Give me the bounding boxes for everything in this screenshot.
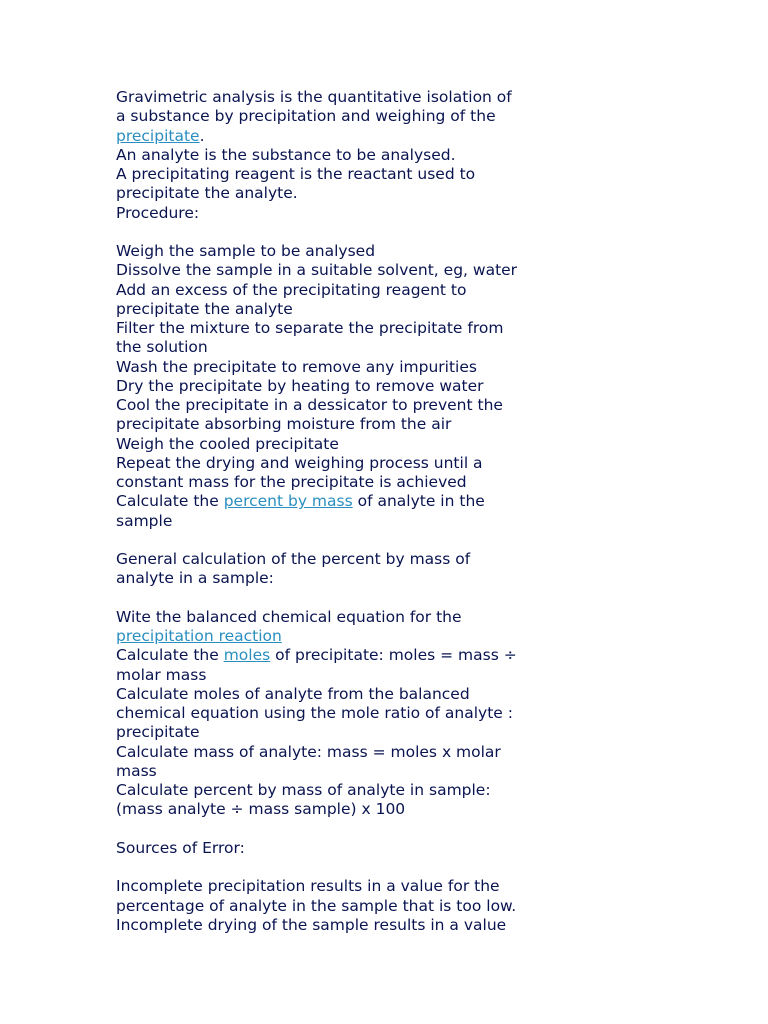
calc-line-1: Wite the balanced chemical equation for the xyxy=(116,607,462,626)
calc-line-10: Calculate percent by mass of analyte in sample: xyxy=(116,781,491,799)
calc-line-9: mass xyxy=(116,761,157,780)
intro-line-4: An analyte is the substance to be analysed. xyxy=(116,145,456,164)
procedure-line-12: Repeat the drying and weighing process until a xyxy=(116,453,483,472)
intro-line-3 xyxy=(116,127,586,146)
procedure-line-4: precipitate the analyte xyxy=(116,299,293,318)
calc-line-3-post: of precipitate: moles = mass ÷ xyxy=(270,646,517,665)
intro-line-6: precipitate the analyte. xyxy=(116,184,298,203)
moles-link[interactable]: moles xyxy=(223,646,271,665)
calc-line-8: Calculate mass of analyte: mass = moles x molar xyxy=(116,742,501,761)
procedure-line-7: Wash the precipitate to remove any impurities xyxy=(116,357,477,376)
intro-line-5: A precipitating reagent is the reactant used to xyxy=(116,165,476,183)
procedure-line-6: the solution xyxy=(116,338,208,357)
procedure-line-1: Weigh the sample to be analysed xyxy=(116,242,376,260)
procedure-line-14-post: of analyte in the xyxy=(352,492,485,511)
calc-line-7: precipitate xyxy=(116,723,200,742)
spacer xyxy=(116,589,586,608)
procedure-line-14-pre: Calculate the xyxy=(116,492,224,511)
errors-line-3: Incomplete drying of the sample results in a value xyxy=(116,915,507,934)
intro-line-1: Gravimetric analysis is the quantitative isolation of xyxy=(116,88,512,106)
intro-line-3-rest: . xyxy=(199,126,205,145)
procedure-line-15: sample xyxy=(116,511,173,530)
general-line-2: analyte in a sample: xyxy=(116,569,274,588)
procedure-heading: Procedure: xyxy=(116,203,200,222)
procedure-line-2: Dissolve the sample in a suitable solvent, eg, water xyxy=(116,261,518,280)
calc-line-2 xyxy=(116,627,586,646)
precipitate-link[interactable]: precipitate xyxy=(116,126,200,145)
calc-line-3 xyxy=(116,646,586,665)
procedure-line-8: Dry the precipitate by heating to remove water xyxy=(116,376,484,395)
calc-line-4: molar mass xyxy=(116,665,207,684)
procedure-line-13: constant mass for the precipitate is achieved xyxy=(116,473,467,491)
precipitation-reaction-link[interactable]: precipitation reaction xyxy=(116,627,282,645)
percent-by-mass-link[interactable]: percent by mass xyxy=(223,492,353,511)
errors-line-2: percentage of analyte in the sample that is too low. xyxy=(116,896,517,915)
calc-line-6: chemical equation using the mole ratio of analyte : xyxy=(116,704,513,722)
general-line-1: General calculation of the percent by mass of xyxy=(116,550,471,568)
document-body xyxy=(116,88,586,935)
procedure-line-14 xyxy=(116,492,586,511)
spacer xyxy=(116,531,586,550)
procedure-line-9: Cool the precipitate in a dessicator to prevent the xyxy=(116,396,503,414)
calc-line-3-pre: Calculate the xyxy=(116,646,224,665)
intro-line-2: a substance by precipitation and weighing of the xyxy=(116,107,496,126)
procedure-line-5: Filter the mixture to separate the precipitate from xyxy=(116,319,504,337)
errors-line-1: Incomplete precipitation results in a value for the xyxy=(116,877,500,896)
spacer xyxy=(116,858,586,877)
calc-line-5: Calculate moles of analyte from the balanced xyxy=(116,684,470,703)
procedure-line-10: precipitate absorbing moisture from the air xyxy=(116,415,452,434)
calc-line-11: (mass analyte ÷ mass sample) x 100 xyxy=(116,800,406,819)
procedure-line-11: Weigh the cooled precipitate xyxy=(116,434,339,453)
procedure-line-3: Add an excess of the precipitating reagent to xyxy=(116,280,467,299)
errors-heading: Sources of Error: xyxy=(116,838,245,857)
spacer xyxy=(116,223,586,242)
spacer xyxy=(116,820,586,839)
